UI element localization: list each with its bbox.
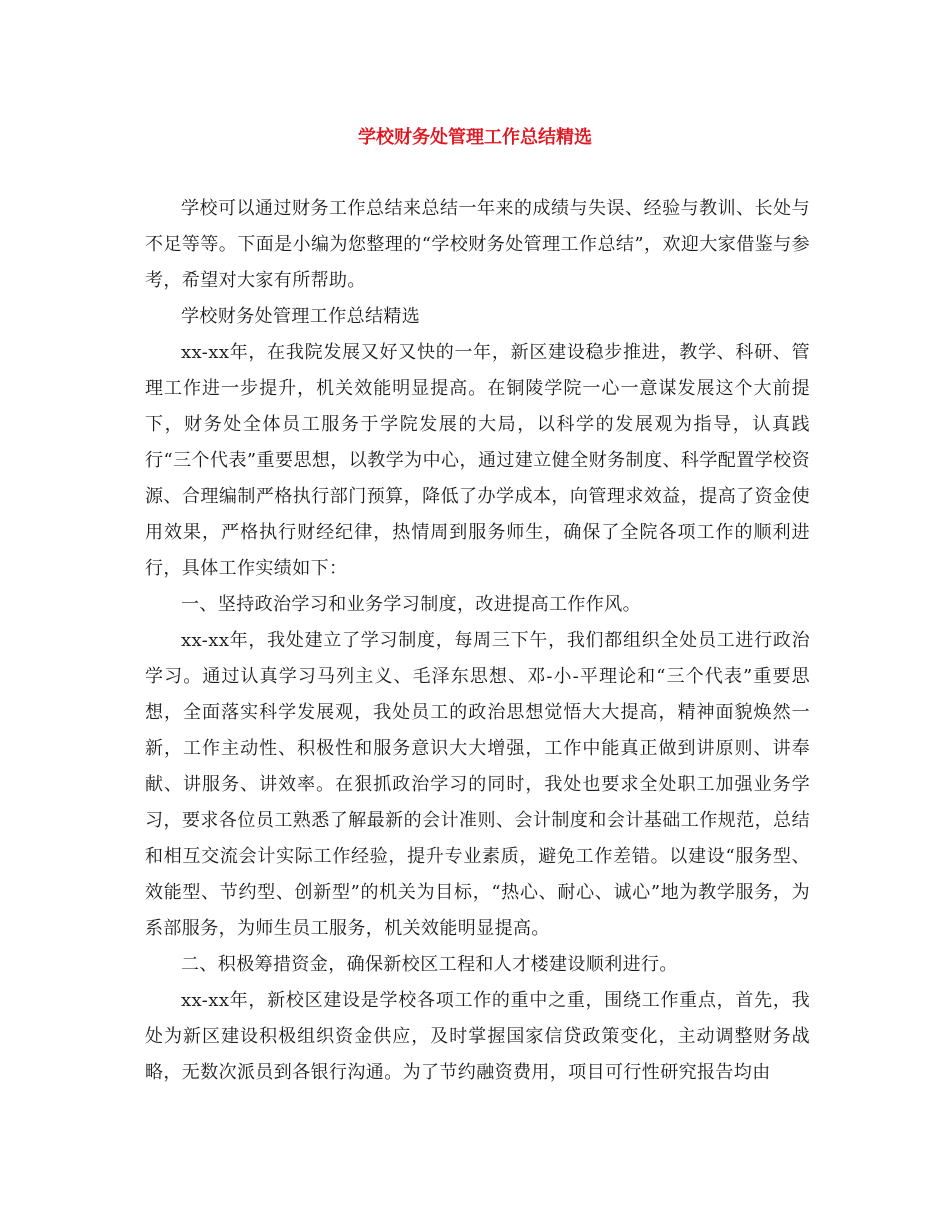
subtitle-paragraph: 学校财务处管理工作总结精选 (181, 306, 421, 327)
summary-paragraph: xx-xx年，在我院发展又好又快的一年，新区建设稳步推进，教学、科研、管理工作进一步提升，机关效能明显提高。在铜陵学院一心一意谋发展这个大前提下，财务处全体员工服务于学院发展的大局，以科学的发展观为指导，认真践行“三个代表”重要思想，以教学为中心，通过建立健全财务制度、科学配置学校资源、合理编制严格执行部门预算，降低了办学成本，向管理求效益，提高了资金使用效果，严格执行财经纪律，热情周到服务师生，确保了全院各项工作的顺利进行，具体工作实绩如下： (145, 342, 810, 579)
section-1-paragraph: xx-xx年，我处建立了学习制度，每周三下午，我们都组织全处员工进行政治学习。通过认真学习马列主义、毛泽东思想、邓-小-平理论和“三个代表”重要思想，全面落实科学发展观，我处员工的政治思想觉悟大大提高，精神面貌焕然一新，工作主动性、积极性和服务意识大大增强，工作中能真正做到讲原则、讲奉献、讲服务、讲效率。在狠抓政治学习的同时，我处也要求全处职工加强业务学习，要求各位员工熟悉了解最新的会计准则、会计制度和会计基础工作规范，总结和相互交流会计实际工作经验，提升专业素质，避免工作差错。以建设“服务型、效能型、节约型、创新型”的机关为目标，“热心、耐心、诚心”地为教学服务，为系部服务，为师生员工服务，机关效能明显提高。 (145, 630, 810, 939)
document-body (145, 191, 810, 1091)
section-2-paragraph: xx-xx年，新校区建设是学校各项工作的重中之重，围绕工作重点，首先，我处为新区建设积极组织资金供应，及时掌握国家信贷政策变化，主动调整财务战略，无数次派员到各银行沟通。为了节约融资费用，项目可行性研究报告均由 (145, 990, 810, 1083)
document-title: 学校财务处管理工作总结精选 (358, 127, 592, 148)
intro-paragraph: 学校可以通过财务工作总结来总结一年来的成绩与失误、经验与教训、长处与不足等等。下面是小编为您整理的“学校财务处管理工作总结”，欢迎大家借鉴与参考，希望对大家有所帮助。 (145, 198, 810, 291)
section-heading-2: 二、积极筹措资金，确保新校区工程和人才楼建设顺利进行。 (181, 954, 678, 975)
section-heading-1: 一、坚持政治学习和业务学习制度，改进提高工作作风。 (181, 594, 641, 615)
